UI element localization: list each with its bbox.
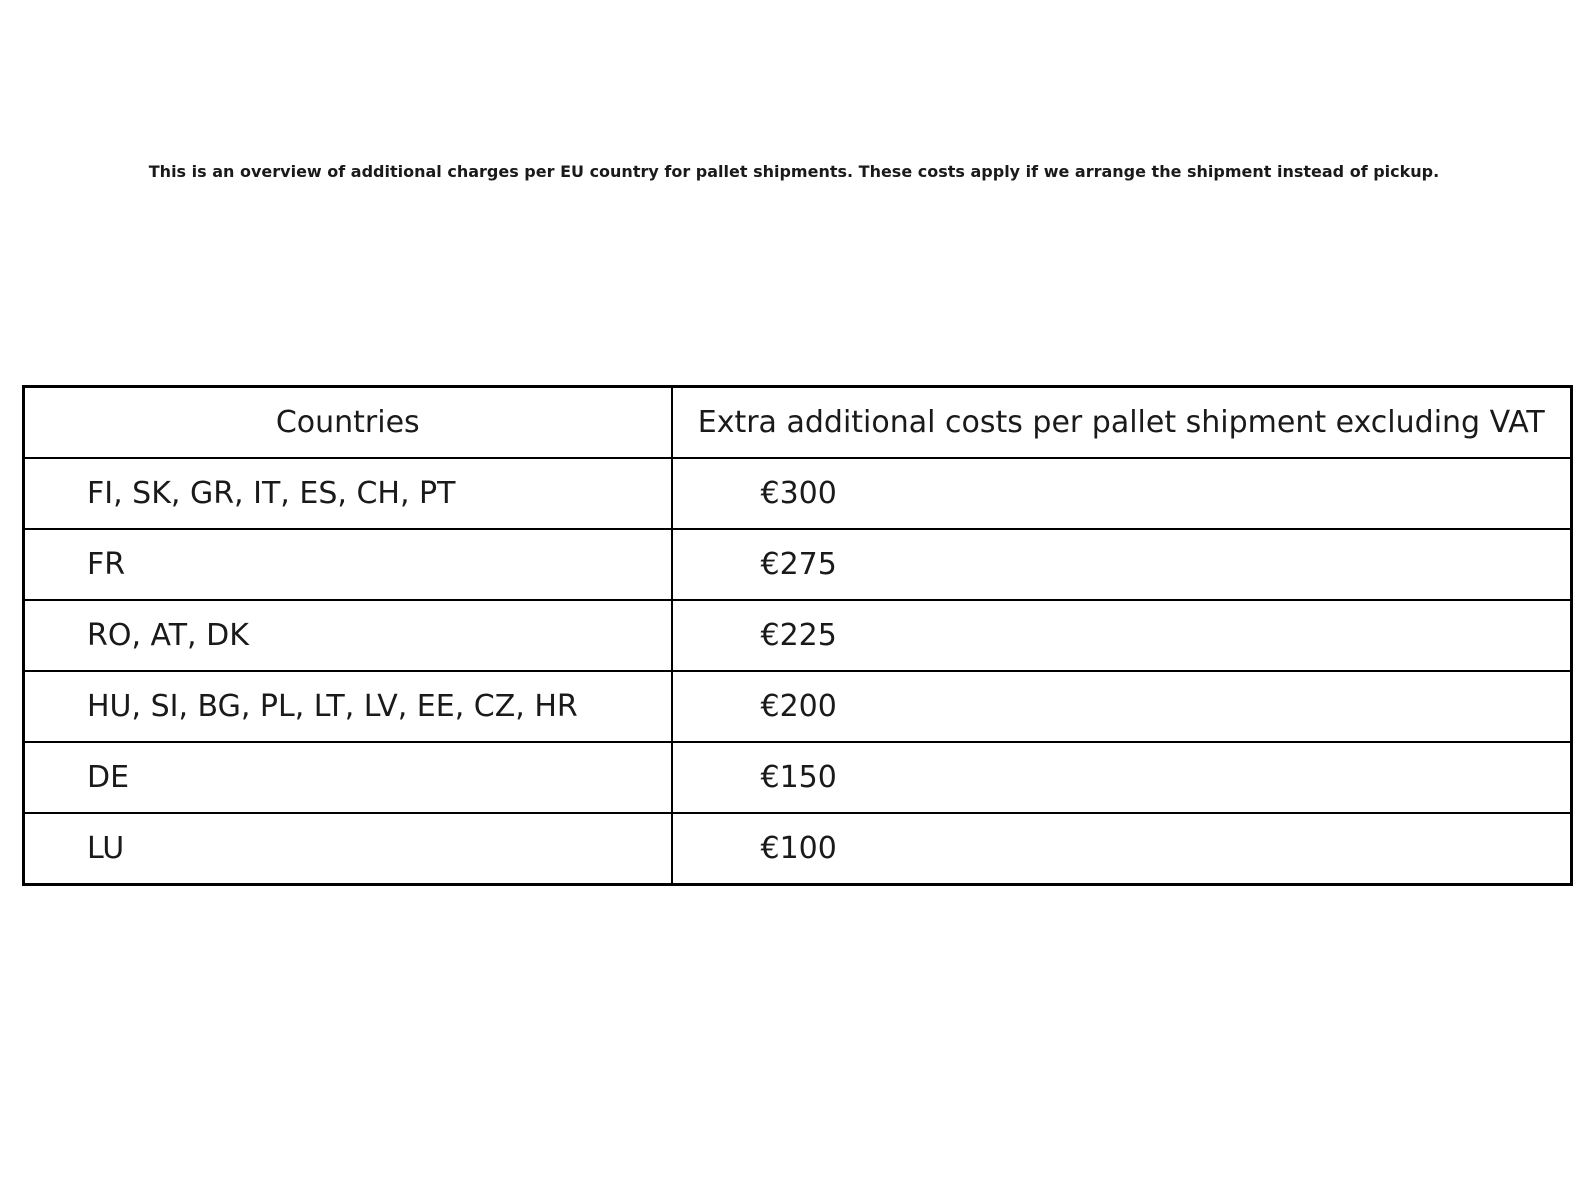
cost-cell: €300 <box>672 458 1572 529</box>
cost-cell: €150 <box>672 742 1572 813</box>
column-header-countries: Countries <box>24 387 672 459</box>
table-header-row <box>24 387 1572 459</box>
table-row <box>24 600 1572 671</box>
cost-cell: €275 <box>672 529 1572 600</box>
countries-cell: RO, AT, DK <box>24 600 672 671</box>
countries-cell: FI, SK, GR, IT, ES, CH, PT <box>24 458 672 529</box>
charges-table <box>22 385 1573 886</box>
cost-cell: €225 <box>672 600 1572 671</box>
countries-cell: HU, SI, BG, PL, LT, LV, EE, CZ, HR <box>24 671 672 742</box>
table-row <box>24 671 1572 742</box>
intro-text: This is an overview of additional charges per EU country for pallet shipments. These costs apply if we arrange the shipment instead of pickup. <box>148 162 1440 181</box>
table-row <box>24 742 1572 813</box>
countries-cell: DE <box>24 742 672 813</box>
cost-cell: €200 <box>672 671 1572 742</box>
table-row <box>24 813 1572 885</box>
countries-cell: FR <box>24 529 672 600</box>
cost-cell: €100 <box>672 813 1572 885</box>
column-header-costs: Extra additional costs per pallet shipment excluding VAT <box>672 387 1572 459</box>
table-row <box>24 458 1572 529</box>
countries-cell: LU <box>24 813 672 885</box>
table-row <box>24 529 1572 600</box>
